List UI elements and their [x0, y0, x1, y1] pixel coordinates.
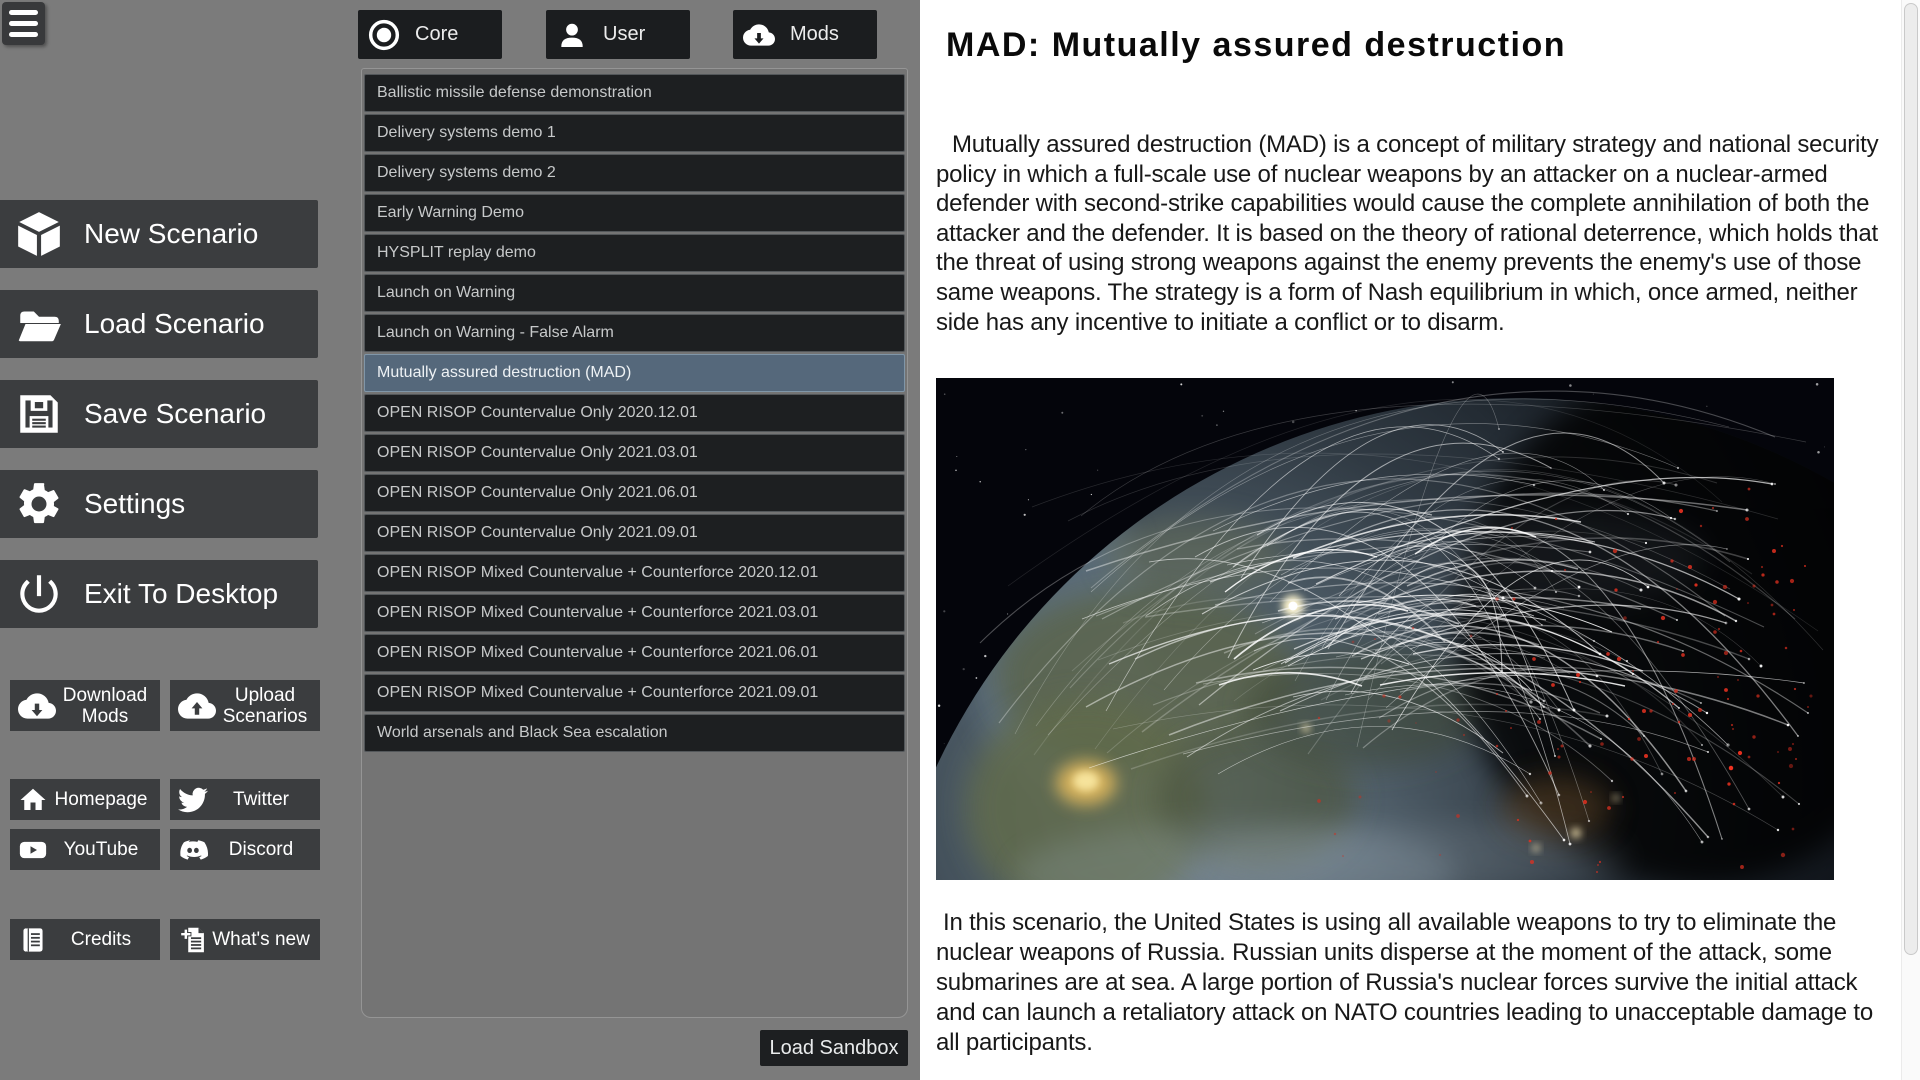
list-item[interactable]: Delivery systems demo 1: [364, 114, 905, 152]
button-label: Upload Scenarios: [222, 684, 308, 727]
button-label: Homepage: [54, 789, 148, 810]
button-label: What's new: [212, 929, 310, 950]
menu-item-label: Save Scenario: [84, 398, 267, 429]
cube-icon: [14, 209, 64, 259]
menu-item-label: Settings: [84, 488, 186, 519]
twitter-button[interactable]: [170, 779, 320, 820]
homepage-button[interactable]: [10, 779, 160, 820]
mods-icon: [743, 19, 775, 51]
upload-scenarios-button[interactable]: [170, 680, 320, 731]
exit-to-desktop-button[interactable]: [0, 560, 318, 628]
scenario-list: [361, 68, 908, 1018]
menu-item-label: New Scenario: [84, 218, 259, 249]
button-label: Credits: [70, 929, 132, 950]
tab-core[interactable]: [358, 10, 502, 59]
cloud-download-icon: [18, 687, 56, 725]
detail-scrollbar-track[interactable]: [1901, 0, 1920, 1080]
scenario-summary: In this scenario, the United States is using all available weapons to try to eliminate the nuclear weapons of Russia. Russian units disperse at the moment of the attack, some submarines are at sea. A large portion of Russia's nuclear forces survive the initial attack and can launch a retaliatory attack on NATO countries leading to unacceptable damage to all participants.: [936, 909, 1873, 1056]
tab-mods[interactable]: [733, 10, 877, 59]
tab-label: Core: [415, 23, 459, 45]
scroll-icon: [18, 925, 48, 955]
scenario-description: Mutually assured destruction (MAD) is a concept of military strategy and national security policy in which a full-scale use of nuclear weapons by an attacker on a nuclear-armed defender with second-strike capabilities would cause the complete annihilation of both the attacker and the defender. It is based on the theory of rational deterrence, which holds that the threat of using strong weapons against the enemy prevents the enemy's use of those same weapons. The strategy is a form of Nash equilibrium in which, once armed, neither side has any incentive to initiate a conflict or to disarm.: [936, 131, 1879, 336]
load-sandbox-button[interactable]: [760, 1030, 908, 1066]
scenario-preview-image: [936, 378, 1834, 880]
youtube-icon: [18, 835, 48, 865]
hamburger-menu-button[interactable]: [2, 2, 45, 45]
detail-scrollbar-thumb[interactable]: [1904, 3, 1918, 955]
floppy-disk-icon: [14, 389, 64, 439]
menu-item-label: Load Scenario: [84, 308, 265, 339]
list-item[interactable]: Launch on Warning: [364, 274, 905, 312]
scenario-title: MAD: Mutually assured destruction: [946, 26, 1567, 64]
twitter-icon: [178, 785, 208, 815]
tab-label: User: [603, 23, 646, 45]
user-icon: [556, 19, 588, 51]
tab-label: Mods: [790, 23, 839, 45]
list-item[interactable]: OPEN RISOP Countervalue Only 2021.03.01: [364, 434, 905, 472]
discord-button[interactable]: [170, 829, 320, 870]
power-icon: [14, 569, 64, 619]
youtube-button[interactable]: [10, 829, 160, 870]
save-scenario-button[interactable]: [0, 380, 318, 448]
list-item[interactable]: OPEN RISOP Mixed Countervalue + Counterforce 2021.09.01: [364, 674, 905, 712]
list-item[interactable]: OPEN RISOP Mixed Countervalue + Counterforce 2021.03.01: [364, 594, 905, 632]
home-icon: [18, 785, 48, 815]
open-folder-icon: [14, 299, 64, 349]
list-item[interactable]: OPEN RISOP Countervalue Only 2021.09.01: [364, 514, 905, 552]
download-mods-button[interactable]: [10, 680, 160, 731]
document-plus-icon: [178, 925, 208, 955]
list-item[interactable]: Early Warning Demo: [364, 194, 905, 232]
list-item[interactable]: OPEN RISOP Mixed Countervalue + Counterforce 2020.12.01: [364, 554, 905, 592]
list-item[interactable]: OPEN RISOP Countervalue Only 2020.12.01: [364, 394, 905, 432]
list-item[interactable]: OPEN RISOP Mixed Countervalue + Counterforce 2021.06.01: [364, 634, 905, 672]
list-item[interactable]: Delivery systems demo 2: [364, 154, 905, 192]
credits-button[interactable]: [10, 919, 160, 960]
list-item[interactable]: World arsenals and Black Sea escalation: [364, 714, 905, 752]
gear-icon: [14, 479, 64, 529]
button-label: YouTube: [63, 839, 139, 860]
button-label: Twitter: [233, 789, 289, 810]
list-item[interactable]: Mutually assured destruction (MAD): [364, 354, 905, 392]
list-item[interactable]: Ballistic missile defense demonstration: [364, 74, 905, 112]
cloud-upload-icon: [178, 687, 216, 725]
core-icon: [368, 19, 400, 51]
tab-user[interactable]: [546, 10, 690, 59]
discord-icon: [178, 835, 208, 865]
menu-item-label: Exit To Desktop: [84, 578, 279, 609]
button-label: Load Sandbox: [769, 1036, 899, 1059]
scenario-detail-panel: [920, 0, 1920, 1080]
settings-button[interactable]: [0, 470, 318, 538]
button-label: Download Mods: [62, 684, 148, 727]
whats-new-button[interactable]: [170, 919, 320, 960]
list-item[interactable]: Launch on Warning - False Alarm: [364, 314, 905, 352]
button-label: Discord: [228, 839, 294, 860]
list-item[interactable]: OPEN RISOP Countervalue Only 2021.06.01: [364, 474, 905, 512]
list-item[interactable]: HYSPLIT replay demo: [364, 234, 905, 272]
load-scenario-button[interactable]: [0, 290, 318, 358]
new-scenario-button[interactable]: [0, 200, 318, 268]
